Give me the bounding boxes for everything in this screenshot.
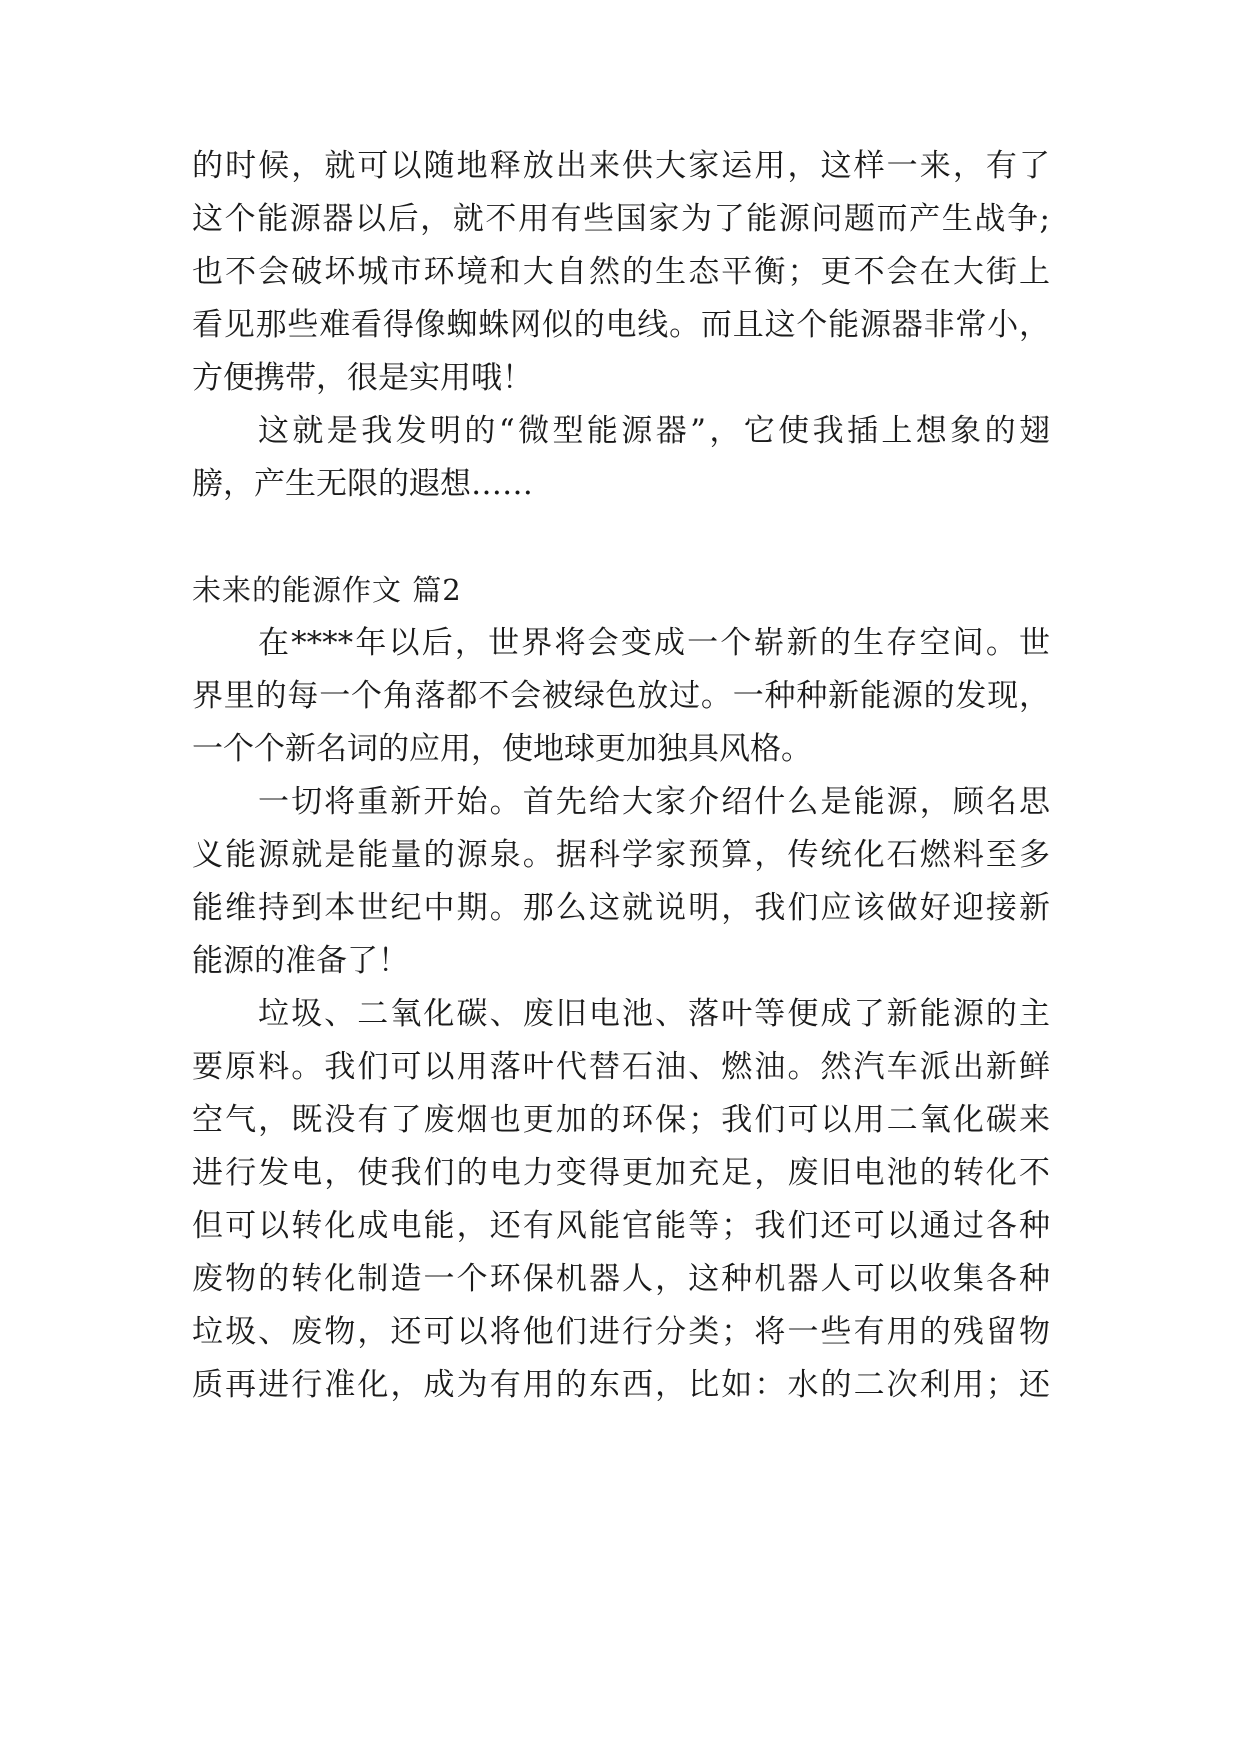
text-line: 这就是我发明的“微型能源器”，它使我插上想象的翅	[258, 413, 1050, 449]
text-line: 垃圾、二氧化碳、废旧电池、落叶等便成了新能源的主	[258, 996, 1050, 1032]
text-line: 进行发电，使我们的电力变得更加充足，废旧电池的转化不	[192, 1155, 1050, 1191]
text-line: 的时候，就可以随地释放出来供大家运用，这样一来，有了	[192, 148, 1050, 184]
text-line: 但可以转化成电能，还有风能官能等；我们还可以通过各种	[192, 1208, 1050, 1244]
text-line: 垃圾、废物，还可以将他们进行分类；将一些有用的残留物	[192, 1314, 1050, 1350]
text-line: 要原料。我们可以用落叶代替石油、燃油。然汽车派出新鲜	[192, 1049, 1050, 1085]
text-line: 能源的准备了！	[192, 943, 409, 979]
section-heading: 未来的能源作文 篇2	[192, 573, 462, 607]
text-line: 在****年以后，世界将会变成一个崭新的生存空间。世	[258, 625, 1050, 661]
text-line: 一个个新名词的应用，使地球更加独具风格。	[192, 731, 812, 767]
text-line: 看见那些难看得像蜘蛛网似的电线。而且这个能源器非常小，	[192, 307, 1050, 343]
document-page	[192, 0, 1050, 1754]
text-line: 义能源就是能量的源泉。据科学家预算，传统化石燃料至多	[192, 837, 1050, 873]
text-line: 废物的转化制造一个环保机器人，这种机器人可以收集各种	[192, 1261, 1050, 1297]
text-line: 这个能源器以后，就不用有些国家为了能源问题而产生战争;	[192, 201, 1050, 237]
text-line: 质再进行准化，成为有用的东西，比如：水的二次利用；还	[192, 1367, 1050, 1403]
text-line: 空气，既没有了废烟也更加的环保；我们可以用二氧化碳来	[192, 1102, 1050, 1138]
text-line: 一切将重新开始。首先给大家介绍什么是能源，顾名思	[258, 784, 1050, 820]
text-line: 方便携带，很是实用哦！	[192, 360, 533, 396]
text-line: 膀，产生无限的遐想……	[192, 466, 533, 502]
text-line: 能维持到本世纪中期。那么这就说明，我们应该做好迎接新	[192, 890, 1050, 926]
text-line: 界里的每一个角落都不会被绿色放过。一种种新能源的发现，	[192, 678, 1050, 714]
text-line: 也不会破坏城市环境和大自然的生态平衡；更不会在大街上	[192, 254, 1050, 290]
